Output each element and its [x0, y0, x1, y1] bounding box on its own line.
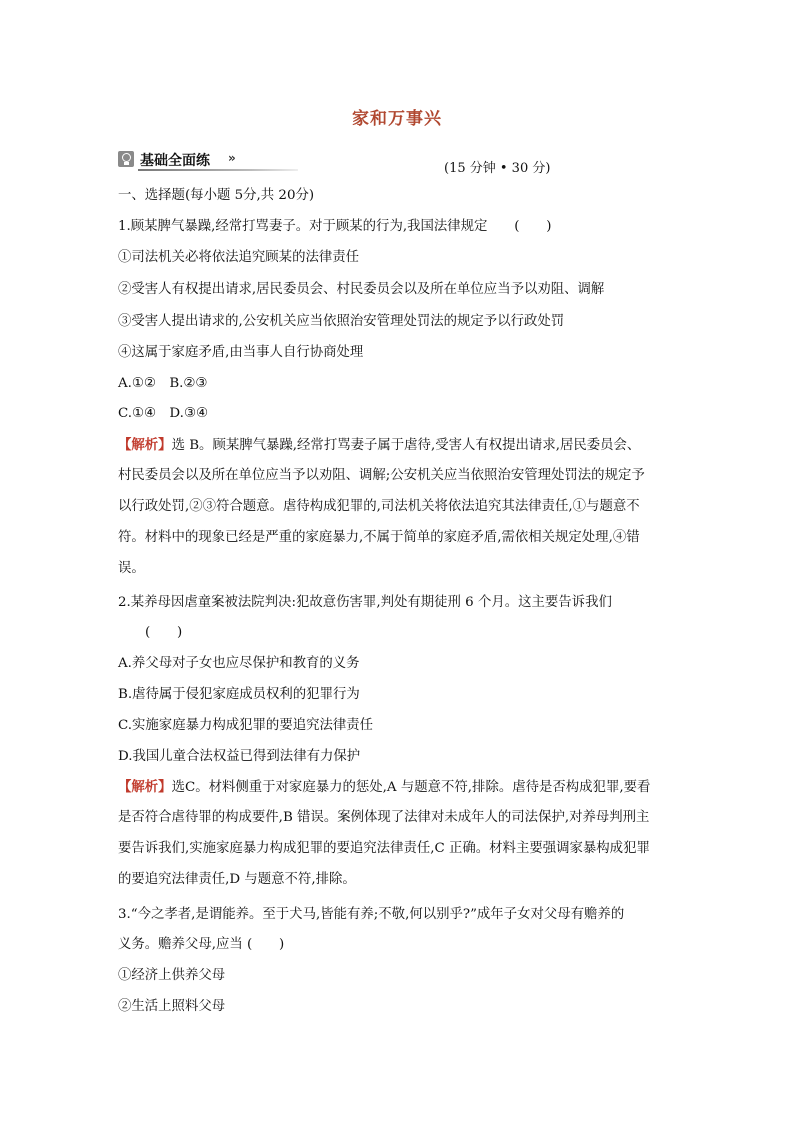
- q1-option-4: ④这属于家庭矛盾,由当事人自行协商处理: [118, 345, 364, 360]
- section-header: [118, 150, 298, 170]
- q2-stem: 2.某养母因虐童案被法院判决:犯故意伤害罪,判处有期徒刑 6 个月。这主要告诉我们: [118, 595, 612, 610]
- page-title: 家和万事兴: [352, 109, 442, 129]
- q3-option-1: ①经济上供养父母: [118, 968, 226, 983]
- q2-option-c: C.实施家庭暴力构成犯罪的要追究法律责任: [118, 718, 374, 733]
- q3-stem-line-1: 3.“今之孝者,是谓能养。至于犬马,皆能有养;不敬,何以别乎?”成年子女对父母有赡养的: [118, 907, 625, 922]
- analysis-text: 选 B。顾某脾气暴躁,经常打骂妻子属于虐待,受害人有权提出请求,居民委员会、: [171, 438, 641, 453]
- q2-answer-paren: ( ): [145, 625, 183, 640]
- q3-stem-line-2: 义务。赡养父母,应当 ( ): [118, 937, 285, 952]
- time-score-note: (15 分钟 • 30 分): [444, 161, 551, 176]
- q1-analysis-line-3: 以行政处罚,②③符合题意。虐待构成犯罪的,司法机关将依法追究其法律责任,①与题意不: [118, 499, 640, 514]
- q1-choices-cd: C.①④ D.③④: [118, 406, 208, 421]
- q2-analysis-line-2: 是否符合虐待罪的构成要件,B 错误。案例体现了法律对未成年人的司法保护,对养母判刑主: [118, 810, 650, 825]
- q3-option-2: ②生活上照料父母: [118, 999, 226, 1014]
- lightbulb-icon: [118, 151, 134, 167]
- double-arrow-icon: »: [228, 151, 236, 165]
- q2-option-a: A.养父母对子女也应尽保护和教育的义务: [118, 656, 360, 671]
- q1-analysis-line-1: [118, 435, 640, 456]
- q2-analysis-line-1: [118, 777, 650, 798]
- q1-analysis-line-2: 村民委员会以及所在单位应当予以劝阻、调解;公安机关应当依照治安管理处罚法的规定予: [118, 468, 645, 483]
- analysis-tag: 【解析】: [118, 437, 172, 453]
- q2-analysis-line-3: 要告诉我们,实施家庭暴力构成犯罪的要追究法律责任,C 正确。材料主要强调家暴构成犯罪: [118, 841, 650, 856]
- q1-choices-ab: A.①② B.②③: [118, 376, 208, 391]
- q1-analysis-line-4: 符。材料中的现象已经是严重的家庭暴力,不属于简单的家庭矛盾,需依相关规定处理,④错: [118, 530, 640, 545]
- q1-option-2: ②受害人有权提出请求,居民委员会、村民委员会以及所在单位应当予以劝阻、调解: [118, 282, 605, 297]
- q2-option-d: D.我国儿童合法权益已得到法律有力保护: [118, 749, 361, 764]
- q1-option-1: ①司法机关必将依法追究顾某的法律责任: [118, 250, 360, 265]
- q1-stem: 1.顾某脾气暴躁,经常打骂妻子。对于顾某的行为,我国法律规定 ( ): [118, 219, 552, 234]
- question-type-heading: 一、选择题(每小题 5分,共 20分): [118, 188, 315, 203]
- section-label: 基础全面练: [140, 153, 210, 169]
- q1-option-3: ③受害人提出请求的,公安机关应当依照治安管理处罚法的规定予以行政处罚: [118, 314, 565, 329]
- analysis-text: 选C。材料侧重于对家庭暴力的惩处,A 与题意不符,排除。虐待是否构成犯罪,要看: [171, 780, 651, 795]
- analysis-tag: 【解析】: [118, 779, 172, 795]
- q2-option-b: B.虐待属于侵犯家庭成员权利的犯罪行为: [118, 687, 360, 702]
- q2-analysis-line-4: 的要追究法律责任,D 与题意不符,排除。: [118, 872, 356, 887]
- q1-analysis-line-5: 误。: [118, 561, 145, 576]
- section-underline: [138, 169, 298, 171]
